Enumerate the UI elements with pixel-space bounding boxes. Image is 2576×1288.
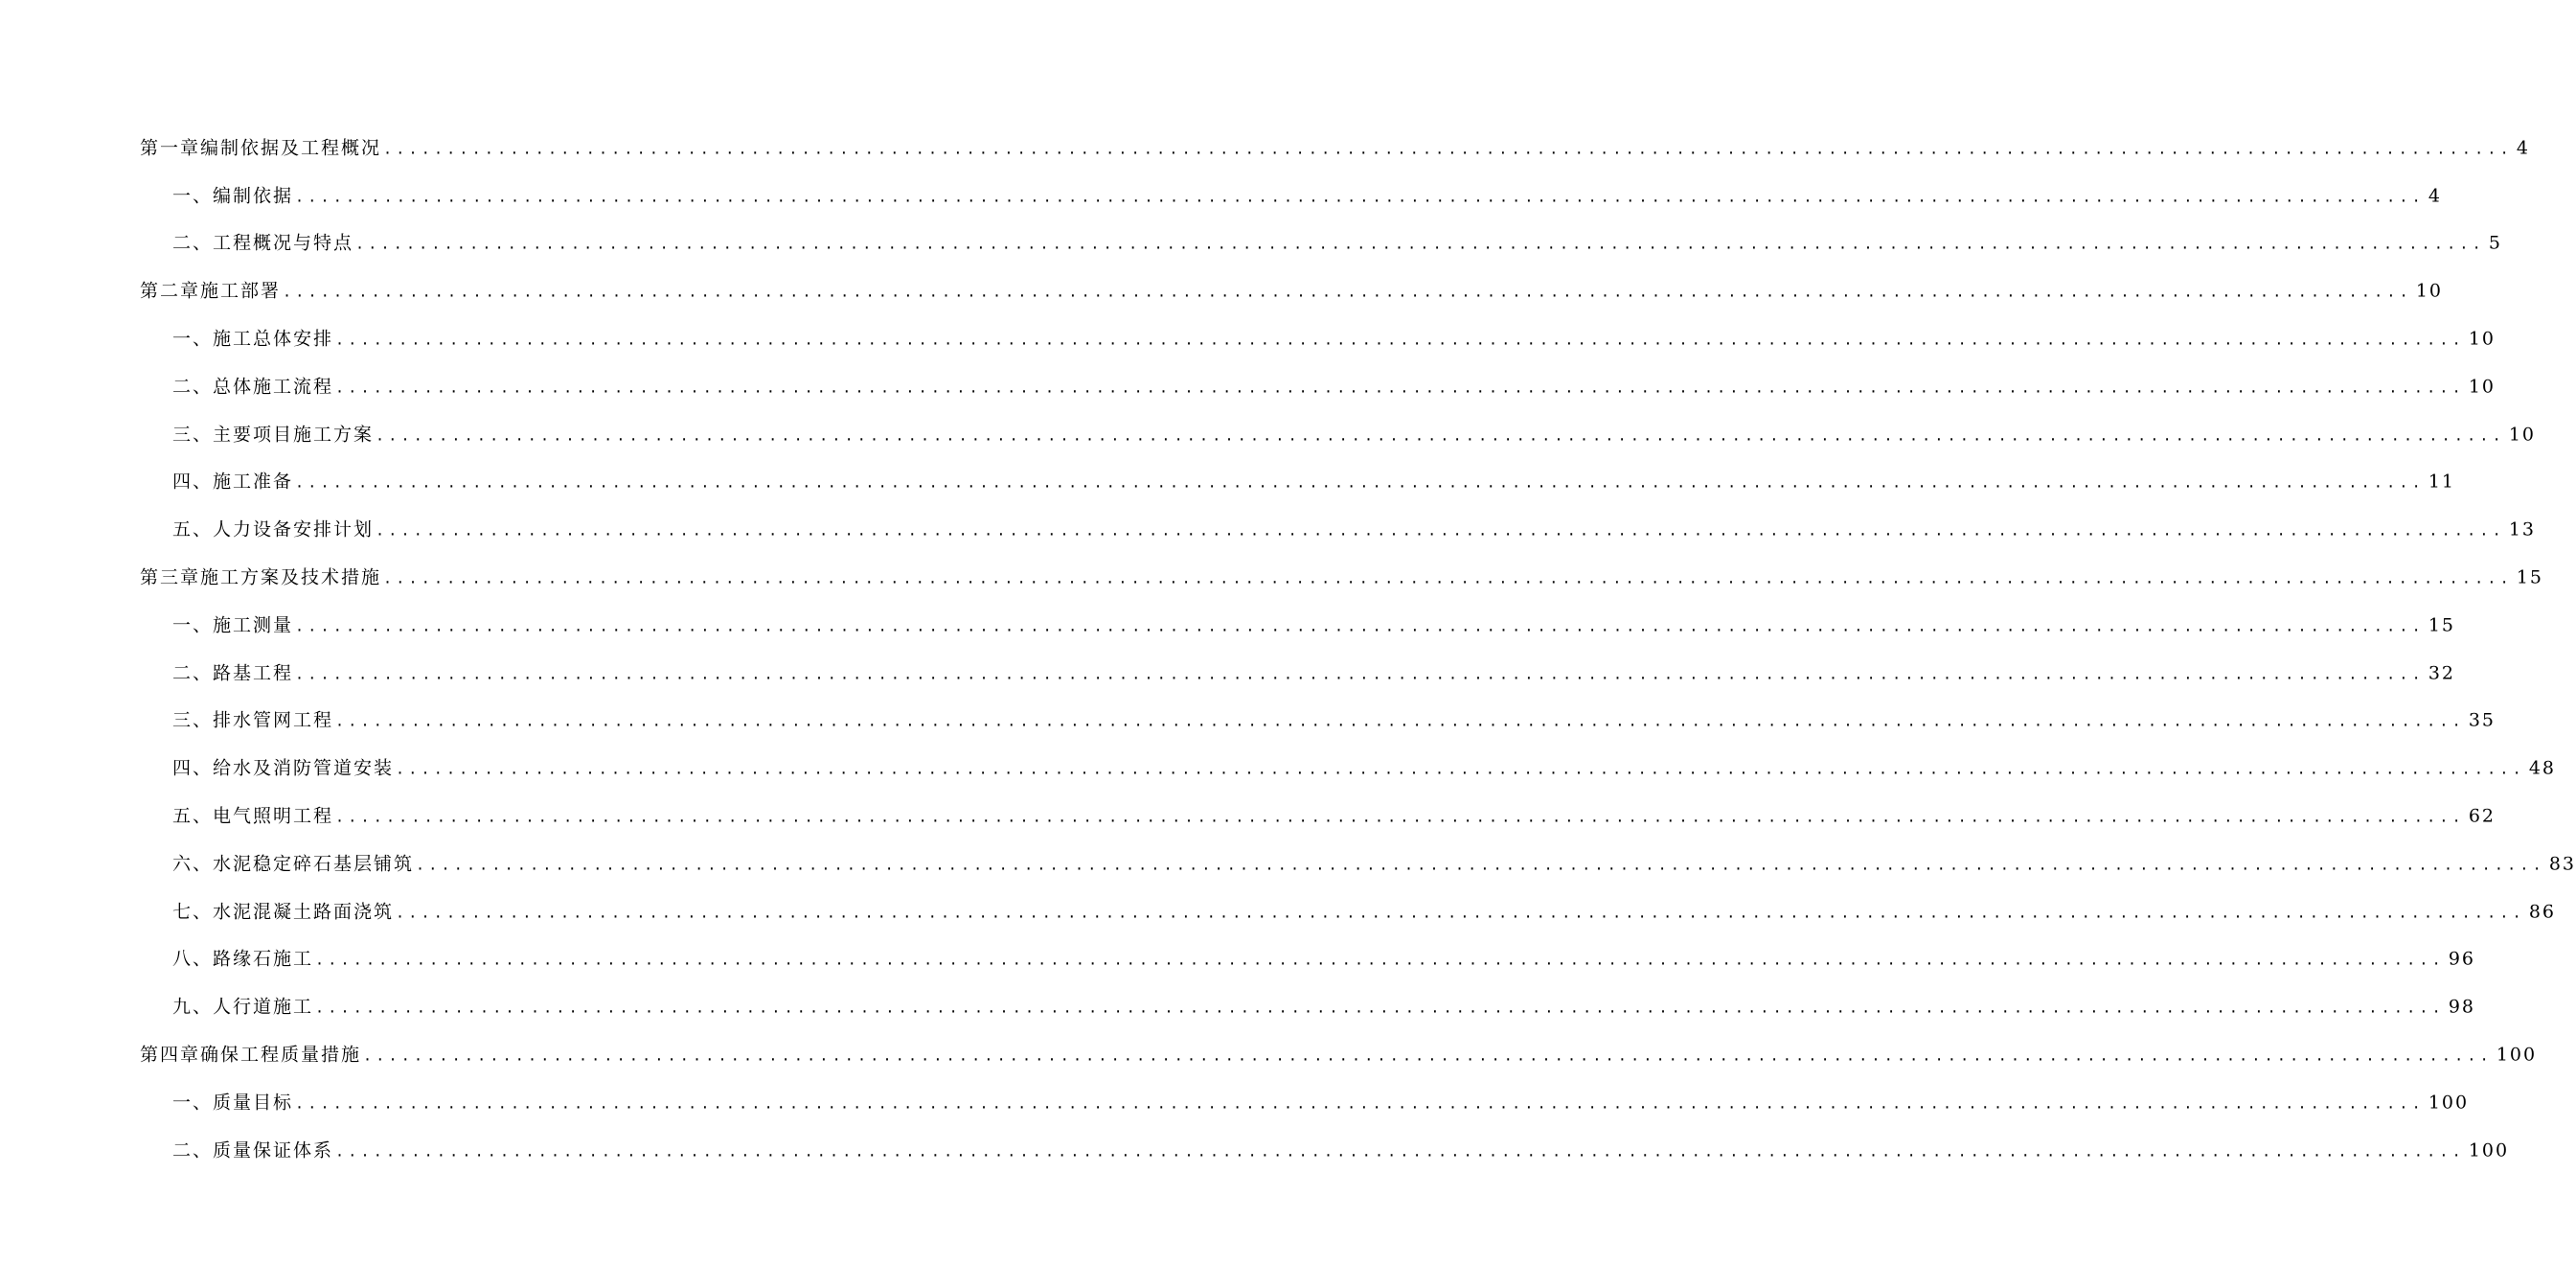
toc-entry-title: 路缘石施工: [213, 948, 314, 970]
toc-entry-title: 施工方案及技术措施: [200, 566, 382, 588]
toc-entry-line: [140, 1041, 2538, 1067]
toc-entry-number: 四、: [172, 757, 214, 779]
toc-entry-number: 一、: [172, 185, 214, 207]
toc-dot-leader: ........................................................................................................................................................................: [383, 140, 2513, 158]
toc-entry-number: 一、: [172, 1092, 214, 1114]
toc-section-entry[interactable]: [0, 696, 2496, 744]
toc-entry-title: 施工部署: [200, 280, 282, 302]
toc-entry-title: 水泥混凝土路面浇筑: [213, 901, 395, 923]
toc-dot-leader: ........................................................................................................................................................................: [376, 426, 2505, 445]
toc-page-number: 86: [2528, 901, 2556, 923]
toc-entry-title: 质量保证体系: [213, 1139, 334, 1162]
toc-page-number: 11: [2428, 471, 2455, 493]
toc-dot-leader: ........................................................................................................................................................................: [355, 235, 2485, 253]
toc-entry-number: 第一章: [140, 137, 201, 159]
toc-dot-leader: ........................................................................................................................................................................: [295, 617, 2425, 635]
toc-entry-title: 电气照明工程: [213, 805, 334, 827]
toc-entry-title: 排水管网工程: [213, 709, 334, 731]
toc-section-entry[interactable]: [0, 313, 2496, 361]
toc-entry-line: [172, 181, 2442, 207]
toc-entry-number: 六、: [172, 853, 214, 875]
toc-entry-title: 编制依据及工程概况: [200, 137, 382, 159]
toc-dot-leader: ........................................................................................................................................................................: [416, 856, 2545, 874]
toc-page-number: 15: [2428, 614, 2455, 636]
toc-page-number: 62: [2468, 805, 2496, 827]
toc-chapter-entry[interactable]: [0, 552, 2543, 600]
toc-section-entry[interactable]: [0, 1125, 2510, 1173]
toc-entry-title: 人行道施工: [213, 996, 314, 1018]
toc-page-number: 10: [2415, 280, 2443, 302]
toc-entry-number: 九、: [172, 996, 214, 1018]
toc-dot-leader: ........................................................................................................................................................................: [283, 283, 2412, 301]
toc-entry-line: [172, 372, 2496, 398]
toc-entry-title: 路基工程: [213, 662, 294, 684]
toc-page-number: 13: [2508, 518, 2536, 540]
toc-entry-number: 第三章: [140, 566, 201, 588]
toc-page-number: 48: [2528, 757, 2556, 779]
toc-chapter-entry[interactable]: [0, 123, 2530, 171]
toc-entry-line: [172, 802, 2496, 828]
toc-entry-title: 总体施工流程: [213, 376, 334, 398]
toc-section-entry[interactable]: [0, 504, 2536, 552]
toc-dot-leader: ........................................................................................................................................................................: [383, 569, 2513, 587]
toc-entry-line: [140, 277, 2443, 303]
toc-page-number: 98: [2448, 996, 2475, 1018]
toc-page-number: 100: [2468, 1139, 2510, 1162]
toc-section-entry[interactable]: [0, 1077, 2470, 1125]
toc-entry-title: 编制依据: [213, 185, 294, 207]
toc-dot-leader: ........................................................................................................................................................................: [315, 999, 2445, 1017]
toc-dot-leader: ........................................................................................................................................................................: [295, 188, 2425, 206]
toc-entry-number: 三、: [172, 424, 214, 446]
toc-section-entry[interactable]: [0, 981, 2475, 1029]
toc-page-number: 32: [2428, 662, 2455, 684]
toc-section-entry[interactable]: [0, 839, 2576, 886]
toc-dot-leader: ........................................................................................................................................................................: [295, 665, 2425, 683]
toc-section-entry[interactable]: [0, 743, 2556, 791]
toc-entry-title: 工程概况与特点: [213, 232, 354, 254]
toc-section-entry[interactable]: [0, 600, 2455, 648]
toc-dot-leader: ........................................................................................................................................................................: [335, 712, 2465, 730]
toc-page-number: 100: [2428, 1092, 2470, 1114]
toc-section-entry[interactable]: [0, 886, 2556, 934]
toc-section-entry[interactable]: [0, 361, 2496, 409]
toc-entry-number: 二、: [172, 1139, 214, 1162]
toc-entry-line: [172, 849, 2576, 875]
toc-entry-number: 第二章: [140, 280, 201, 302]
toc-dot-leader: ........................................................................................................................................................................: [335, 379, 2465, 397]
toc-section-entry[interactable]: [0, 457, 2455, 505]
toc-entry-number: 八、: [172, 948, 214, 970]
toc-entry-number: 五、: [172, 518, 214, 540]
toc-dot-leader: ........................................................................................................................................................................: [335, 808, 2465, 826]
toc-page-number: 83: [2548, 853, 2576, 875]
toc-dot-leader: ........................................................................................................................................................................: [396, 904, 2525, 922]
toc-page-number: 10: [2508, 424, 2536, 446]
toc-entry-line: [172, 325, 2496, 351]
toc-page-number: 4: [2428, 185, 2442, 207]
toc-entry-number: 二、: [172, 376, 214, 398]
toc-entry-title: 人力设备安排计划: [213, 518, 375, 540]
toc-entry-number: 一、: [172, 614, 214, 636]
toc-section-entry[interactable]: [0, 218, 2502, 266]
toc-page-number: 35: [2468, 709, 2496, 731]
toc-entry-line: [172, 706, 2496, 732]
toc-entry-number: 四、: [172, 471, 214, 493]
toc-entry-line: [172, 1136, 2510, 1162]
toc-entry-line: [172, 658, 2455, 684]
toc-dot-leader: ........................................................................................................................................................................: [335, 1142, 2465, 1161]
toc-entry-line: [172, 897, 2556, 923]
toc-section-entry[interactable]: [0, 791, 2496, 839]
toc-section-entry[interactable]: [0, 171, 2442, 218]
toc-dot-leader: ........................................................................................................................................................................: [315, 951, 2445, 969]
toc-entry-number: 七、: [172, 901, 214, 923]
toc-entry-line: [172, 1088, 2470, 1114]
toc-dot-leader: ........................................................................................................................................................................: [363, 1046, 2493, 1065]
toc-entry-line: [172, 610, 2455, 636]
toc-entry-title: 主要项目施工方案: [213, 424, 375, 446]
toc-entry-line: [172, 516, 2536, 541]
toc-page-number: 10: [2468, 328, 2496, 350]
toc-section-entry[interactable]: [0, 934, 2475, 982]
toc-chapter-entry[interactable]: [0, 1029, 2538, 1077]
toc-dot-leader: ........................................................................................................................................................................: [376, 521, 2505, 540]
toc-entry-line: [172, 993, 2475, 1019]
toc-entry-line: [172, 229, 2502, 255]
toc-entry-number: 三、: [172, 709, 214, 731]
toc-entry-title: 施工测量: [213, 614, 294, 636]
toc-dot-leader: ........................................................................................................................................................................: [295, 473, 2425, 492]
toc-entry-title: 质量目标: [213, 1092, 294, 1114]
toc-entry-line: [172, 945, 2475, 971]
toc-entry-line: [172, 420, 2536, 446]
toc-page-number: 100: [2496, 1044, 2538, 1066]
toc-page-number: 96: [2448, 948, 2475, 970]
toc-entry-title: 确保工程质量措施: [200, 1044, 362, 1066]
toc-entry-number: 五、: [172, 805, 214, 827]
toc-entry-line: [140, 564, 2543, 589]
toc-section-entry[interactable]: [0, 409, 2536, 457]
toc-page-number: 15: [2516, 566, 2543, 588]
toc-entry-line: [140, 133, 2530, 159]
toc-page-number: 10: [2468, 376, 2496, 398]
toc-section-entry[interactable]: [0, 648, 2455, 696]
toc-entry-line: [172, 754, 2556, 780]
toc-entry-title: 水泥稳定碎石基层铺筑: [213, 853, 415, 875]
toc-page-number: 5: [2488, 232, 2502, 254]
toc-entry-number: 一、: [172, 328, 214, 350]
toc-entry-title: 给水及消防管道安装: [213, 757, 395, 779]
toc-dot-leader: ........................................................................................................................................................................: [295, 1094, 2425, 1113]
toc-chapter-entry[interactable]: [0, 265, 2443, 313]
toc-page-number: 4: [2516, 137, 2530, 159]
toc-entry-title: 施工准备: [213, 471, 294, 493]
toc-entry-line: [172, 468, 2455, 494]
toc-entry-title: 施工总体安排: [213, 328, 334, 350]
table-of-contents: [0, 123, 2576, 1173]
toc-dot-leader: ........................................................................................................................................................................: [335, 331, 2465, 349]
toc-entry-number: 二、: [172, 232, 214, 254]
toc-entry-number: 二、: [172, 662, 214, 684]
toc-dot-leader: ........................................................................................................................................................................: [396, 760, 2525, 778]
toc-entry-number: 第四章: [140, 1044, 201, 1066]
